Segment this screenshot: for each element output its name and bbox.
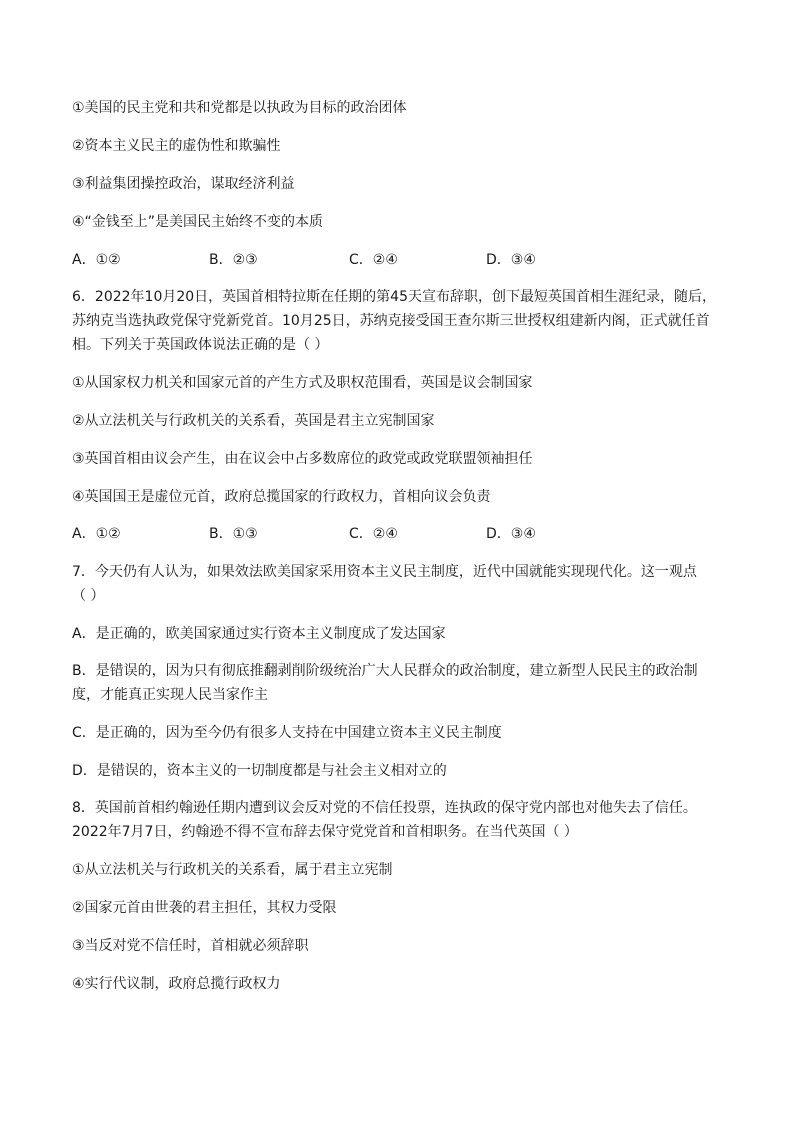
q5-item-2: ②资本主义民主的虚伪性和欺骗性 (72, 138, 281, 154)
q6-options (72, 524, 732, 544)
q5-option-c: C．②④ (349, 252, 398, 268)
q5-option-a: A．①② (72, 252, 121, 268)
q5-option-b: B．②③ (209, 252, 258, 268)
q5-options (72, 250, 732, 270)
q6-option-d: D．③④ (486, 526, 536, 542)
q6-item-2: ②从立法机关与行政机关的关系看，英国是君主立宪制国家 (72, 413, 435, 429)
q8-stem-line-2: 2022年7月7日，约翰逊不得不宣布辞去保守党党首和首相职务。在当代英国（ ） (72, 824, 578, 840)
q8-item-3: ③当反对党不信任时，首相就必须辞职 (72, 938, 309, 954)
q6-stem-line-2: 苏纳克当选执政党保守党新党首。10月25日，苏纳克接受国王查尔斯三世授权组建新内阁，正式就任首 (72, 313, 710, 329)
q6-stem-line-3: 相。下列关于英国政体说法正确的是（ ） (72, 337, 329, 353)
q7-choice-b-line-1: B．是错误的，因为只有彻底推翻剥削阶级统治广大人民群众的政治制度，建立新型人民民主的政治制 (72, 663, 698, 679)
q5-item-1: ①美国的民主党和共和党都是以执政为目标的政治团体 (72, 100, 407, 116)
q5-item-3: ③利益集团操控政治，谋取经济利益 (72, 176, 295, 192)
q8-item-4: ④实行代议制，政府总揽行政权力 (72, 976, 281, 992)
q7-stem-line-1: 7．今天仍有人认为，如果效法欧美国家采用资本主义民主制度，近代中国就能实现现代化。这一观点 (72, 564, 697, 580)
q6-option-c: C．②④ (349, 526, 398, 542)
q7-stem-line-2: （ ） (72, 588, 105, 604)
q8-item-1: ①从立法机关与行政机关的关系看，属于君主立宪制 (72, 862, 393, 878)
q5-item-4: ④“金钱至上”是美国民主始终不变的本质 (72, 214, 324, 230)
q8-stem-line-1: 8．英国前首相约翰逊任期内遭到议会反对党的不信任投票，连执政的保守党内部也对他失去了信任。 (72, 800, 697, 816)
q5-option-d: D．③④ (486, 252, 536, 268)
q6-item-4: ④英国国王是虚位元首，政府总揽国家的行政权力，首相向议会负责 (72, 489, 491, 505)
q7-choice-b-line-2: 度，才能真正实现人民当家作主 (72, 687, 268, 703)
q6-stem-line-1: 6．2022年10月20日，英国首相特拉斯在任期的第45天宣布辞职，创下最短英国首相生涯纪录，随后， (72, 289, 716, 305)
q6-option-b: B．①③ (209, 526, 258, 542)
q6-item-3: ③英国首相由议会产生，由在议会中占多数席位的政党或政党联盟领袖担任 (72, 451, 533, 467)
q7-choice-a: A．是正确的，欧美国家通过实行资本主义制度成了发达国家 (72, 626, 446, 642)
q8-item-2: ②国家元首由世袭的君主担任，其权力受限 (72, 900, 337, 916)
q7-choice-d: D．是错误的，资本主义的一切制度都是与社会主义相对立的 (72, 763, 447, 779)
q7-choice-c: C．是正确的，因为至今仍有很多人支持在中国建立资本主义民主制度 (72, 725, 502, 741)
q6-option-a: A．①② (72, 526, 121, 542)
q6-item-1: ①从国家权力机关和国家元首的产生方式及职权范围看，英国是议会制国家 (72, 375, 533, 391)
